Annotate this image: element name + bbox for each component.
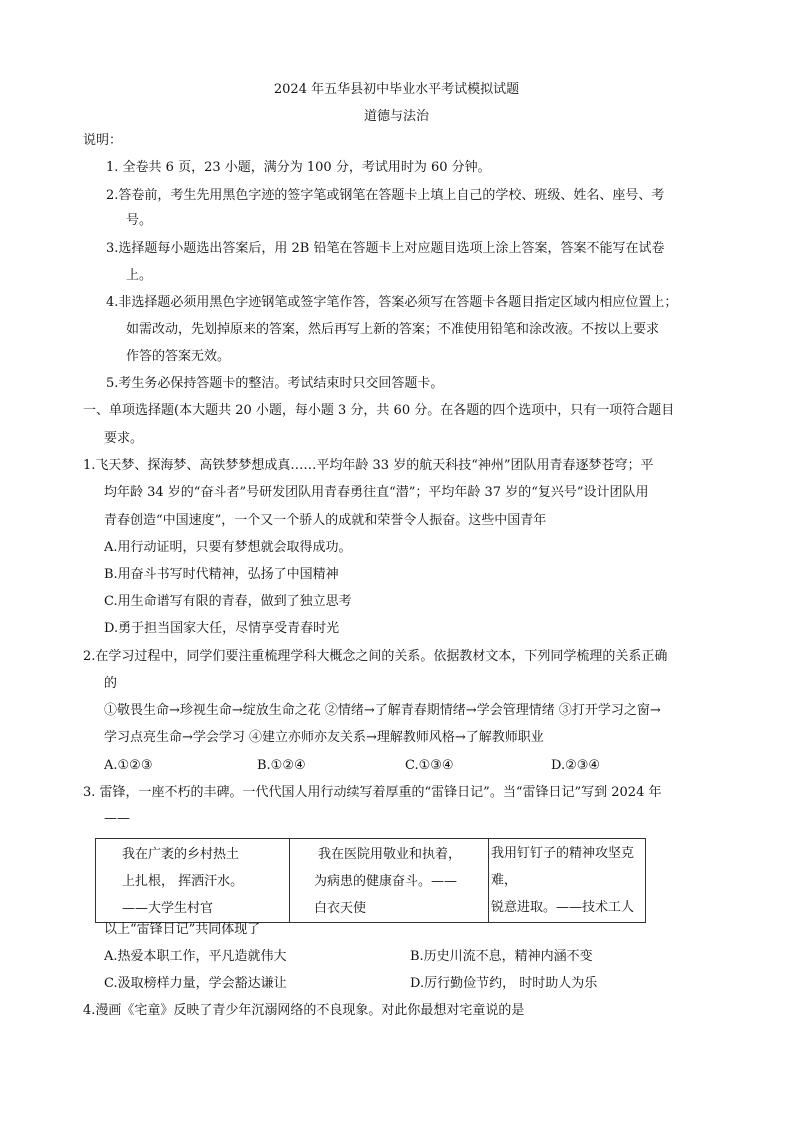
cell-line: 我用钉钉子的精神攻坚克难， bbox=[491, 846, 635, 888]
cell-line: 上扎根， 挥洒汗水。 bbox=[122, 874, 244, 889]
question-stem: 2.在学习过程中，同学们要注重梳理学科大概念之间的关系。依据教材文本，下列同学梳理的关系正确 bbox=[83, 649, 668, 664]
cell-line: 白衣天使 bbox=[314, 901, 367, 916]
question-stem: 学习点亮生命→学会学习 ④建立亦师亦友关系→理解教师风格→了解教师职业 bbox=[104, 730, 544, 745]
cell-line: 我在广袤的乡村热土 bbox=[122, 847, 240, 862]
question-stem: 青春创造“中国速度”，一个又一个骄人的成就和荣誉令人振奋。这些中国青年 bbox=[104, 513, 547, 528]
question-stem: 的 bbox=[104, 676, 118, 691]
option-b: B.用奋斗书写时代精神，弘扬了中国精神 bbox=[104, 567, 339, 582]
instruction-line: 2.答卷前，考生先用黑色字迹的签字笔或钢笔在答题卡上填上自己的学校、班级、姓名、座号、考 bbox=[106, 188, 665, 203]
cell-line: 锐意进取。——技术工人 bbox=[491, 900, 635, 915]
subject-title: 道德与法治 bbox=[363, 109, 429, 124]
diary-cell-doctor bbox=[290, 839, 489, 923]
option-c: C.汲取榜样力量，学会豁达谦让 bbox=[104, 976, 287, 991]
instruction-line: 3.选择题每小题选出答案后，用 2B 铅笔在答题卡上对应题目选项上涂上答案，答案不能写在试卷 bbox=[106, 241, 665, 256]
instruction-line: 上。 bbox=[126, 268, 153, 283]
option-a: A.①②③ bbox=[104, 758, 153, 773]
option-b: B.历史川流不息，精神内涵不变 bbox=[410, 949, 593, 964]
option-c: C.用生命谱写有限的青春，做到了独立思考 bbox=[104, 594, 352, 609]
option-d: D.②③④ bbox=[551, 758, 601, 773]
diary-cell-village-official bbox=[96, 839, 290, 923]
question-stem: ①敬畏生命→珍视生命→绽放生命之花 ②情绪→了解青春期情绪→学会管理情绪 ③打开学习之窗→ bbox=[104, 703, 661, 718]
option-a: A.用行动证明，只要有梦想就会取得成功。 bbox=[104, 540, 352, 555]
question-stem: 3. 雷锋，一座不朽的丰碑。一代代国人用行动续写着厚重的“雷锋日记”。当“雷锋日记”写到 2024 年 bbox=[83, 785, 662, 800]
cell-line: 我在医院用敬业和执着， bbox=[318, 847, 462, 862]
question-stem: 4.漫画《宅童》反映了青少年沉溺网络的不良现象。对此你最想对宅童说的是 bbox=[83, 1003, 525, 1018]
instruction-line: 号。 bbox=[126, 213, 153, 228]
cell-line: 为病患的健康奋斗。—— bbox=[314, 874, 458, 889]
option-b: B.①②④ bbox=[257, 758, 306, 773]
diary-cell-technician bbox=[489, 839, 646, 923]
instruction-line: 5.考生务必保持答题卡的整洁。考试结束时只交回答题卡。 bbox=[106, 376, 444, 391]
option-c: C.①③④ bbox=[405, 758, 454, 773]
section-heading: 一、单项选择题(本大题共 20 小题，每小题 3 分，共 60 分。在各题的四个选项中，只有一项符合题目 bbox=[83, 403, 675, 418]
question-stem: 均年龄 34 岁的“奋斗者”号研发团队用青春勇往直“潜”；平均年龄 37 岁的“复兴号”设计团队用 bbox=[104, 485, 649, 500]
option-d: D.勇于担当国家大任，尽情享受青春时光 bbox=[104, 621, 340, 636]
question-followup: 以上“雷锋日记”共同体现了 bbox=[104, 922, 261, 937]
exam-title: 2024 年五华县初中毕业水平考试模拟试题 bbox=[273, 82, 520, 97]
instructions-label: 说明： bbox=[83, 133, 123, 148]
instruction-line: 如需改动，先划掉原来的答案，然后再写上新的答案；不准使用铅笔和涂改液。不按以上要求 bbox=[126, 322, 660, 337]
cell-line: ——大学生村官 bbox=[122, 901, 214, 916]
option-a: A.热爱本职工作，平凡造就伟大 bbox=[104, 949, 287, 964]
instruction-line: 4.非选择题必须用黑色字迹钢笔或签字笔作答，答案必须写在答题卡各题目指定区域内相应位置上； bbox=[106, 295, 678, 310]
question-stem: 1.飞天梦、探海梦、高铁梦梦想成真……平均年龄 33 岁的航天科技“神州”团队用青春逐梦苍穹；平 bbox=[83, 458, 654, 473]
section-heading-cont: 要求。 bbox=[104, 431, 144, 446]
question-stem: —— bbox=[104, 811, 130, 826]
lei-feng-diary-table bbox=[95, 838, 646, 923]
instruction-line: 1. 全卷共 6 页，23 小题，满分为 100 分，考试用时为 60 分钟。 bbox=[106, 160, 491, 175]
option-d: D.厉行勤俭节约， 时时助人为乐 bbox=[410, 976, 598, 991]
instruction-line: 作答的答案无效。 bbox=[126, 349, 231, 364]
